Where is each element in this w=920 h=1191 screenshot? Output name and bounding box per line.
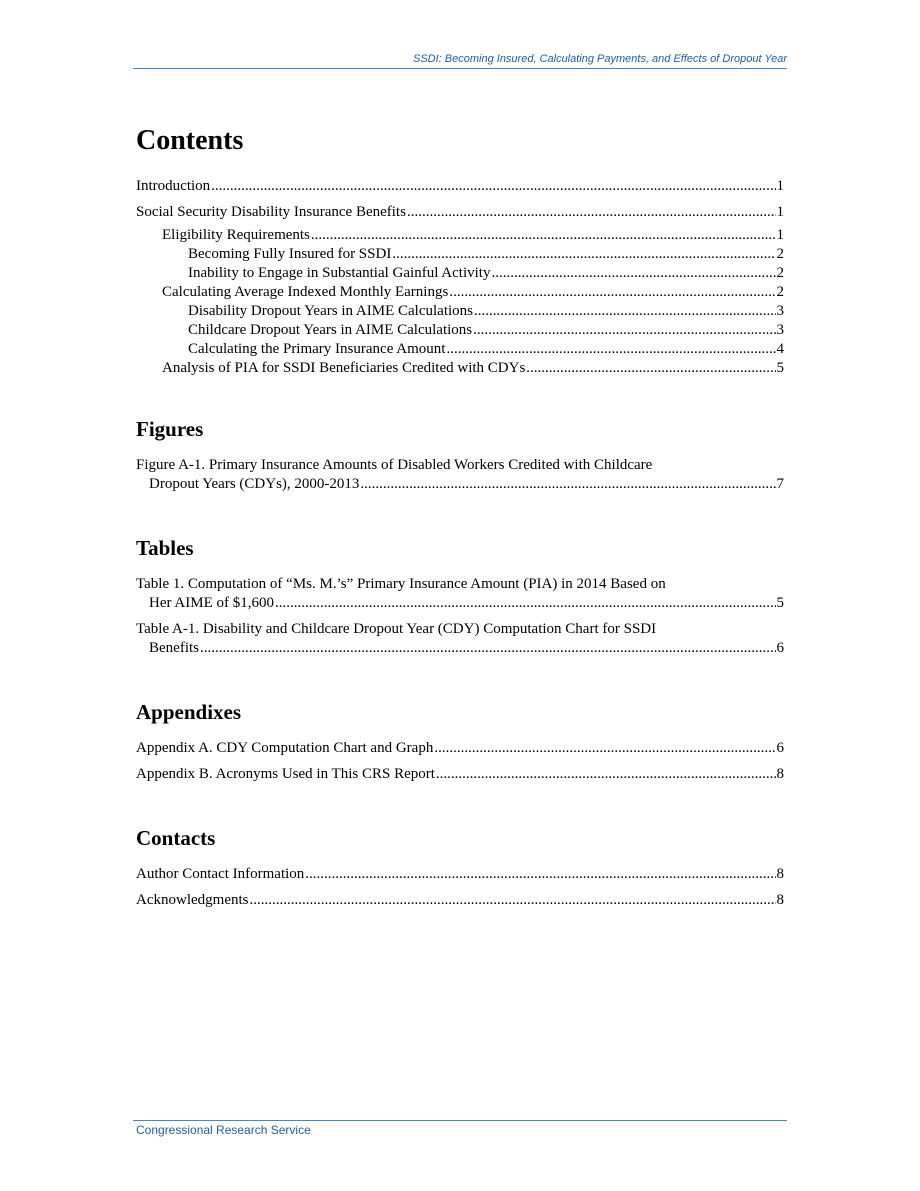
figures-heading: Figures xyxy=(136,417,204,441)
contact-page-number: 8 xyxy=(776,866,784,882)
dot-leader xyxy=(311,226,776,245)
contacts-heading: Contacts xyxy=(136,826,216,850)
toc-entry-analysis-of-pia[interactable] xyxy=(162,359,784,378)
table-entry-line1: Table 1. Computation of “Ms. M.’s” Primary Insurance Amount (PIA) in 2014 Based on xyxy=(136,576,666,592)
table-page-number: 5 xyxy=(776,595,784,611)
toc-page-number: 5 xyxy=(776,360,784,376)
dot-leader xyxy=(474,302,776,321)
figure-page-number: 7 xyxy=(776,476,784,492)
appendix-page-number: 6 xyxy=(776,740,784,756)
appendix-entry-a[interactable] xyxy=(136,739,784,758)
running-header: SSDI: Becoming Insured, Calculating Payments, and Effects of Dropout Year xyxy=(413,53,787,65)
toc-entry-introduction[interactable] xyxy=(136,177,784,196)
toc-entry-disability-dropout-years[interactable] xyxy=(188,302,784,321)
page-title: Contents xyxy=(136,125,244,156)
table-entry-line2: Her AIME of $1,600 xyxy=(149,595,274,611)
dot-leader xyxy=(360,475,775,494)
toc-entry-calculating-pia[interactable] xyxy=(188,340,784,359)
toc-entry-label: Eligibility Requirements xyxy=(162,227,310,243)
toc-page-number: 1 xyxy=(776,204,784,220)
dot-leader xyxy=(407,203,776,222)
toc-page-number: 3 xyxy=(776,303,784,319)
dot-leader xyxy=(434,739,775,758)
footer-rule xyxy=(133,1120,787,1121)
dot-leader xyxy=(449,283,775,302)
dot-leader xyxy=(305,865,775,884)
appendix-page-number: 8 xyxy=(776,766,784,782)
appendixes-heading: Appendixes xyxy=(136,700,242,724)
toc-entry-label: Inability to Engage in Substantial Gainful Activity xyxy=(188,265,491,281)
toc-entry-label: Introduction xyxy=(136,178,211,194)
dot-leader xyxy=(275,594,776,613)
toc-entry-label: Disability Dropout Years in AIME Calculations xyxy=(188,303,473,319)
toc-entry-label: Analysis of PIA for SSDI Beneficiaries Credited with CDYs xyxy=(162,360,526,376)
toc-entry-inability-to-engage[interactable] xyxy=(188,264,784,283)
toc-entry-label: Social Security Disability Insurance Benefits xyxy=(136,204,406,220)
toc-entry-childcare-dropout-years[interactable] xyxy=(188,321,784,340)
toc-page-number: 1 xyxy=(776,178,784,194)
toc-entry-label: Calculating Average Indexed Monthly Earnings xyxy=(162,284,449,300)
dot-leader xyxy=(446,340,775,359)
toc-entry-calculating-aime[interactable] xyxy=(162,283,784,302)
toc-page-number: 2 xyxy=(776,265,784,281)
tables-heading: Tables xyxy=(136,536,194,560)
dot-leader xyxy=(491,264,775,283)
dot-leader xyxy=(392,245,775,264)
header-rule xyxy=(133,68,787,69)
toc-entry-eligibility-requirements[interactable] xyxy=(162,226,784,245)
contact-entry-label: Acknowledgments xyxy=(136,892,249,908)
dot-leader xyxy=(211,177,775,196)
table-entry-line2-row xyxy=(136,594,784,613)
table-page-number: 6 xyxy=(776,640,784,656)
dot-leader xyxy=(436,765,776,784)
toc-entry-becoming-fully-insured[interactable] xyxy=(188,245,784,264)
toc-entry-ssdi-benefits[interactable] xyxy=(136,203,784,222)
table-entry-line2-row xyxy=(136,639,784,658)
toc-page-number: 4 xyxy=(776,341,784,357)
toc-page-number: 3 xyxy=(776,322,784,338)
table-entry-line1: Table A-1. Disability and Childcare Dropout Year (CDY) Computation Chart for SSDI xyxy=(136,621,657,637)
contact-entry-author[interactable] xyxy=(136,865,784,884)
table-entry-1[interactable] xyxy=(136,575,784,613)
figure-entry-line2-row xyxy=(136,475,784,494)
figure-entry-a1[interactable] xyxy=(136,456,784,494)
table-entry-a1[interactable] xyxy=(136,620,784,658)
contact-page-number: 8 xyxy=(776,892,784,908)
table-entry-line2: Benefits xyxy=(149,640,199,656)
appendix-entry-b[interactable] xyxy=(136,765,784,784)
dot-leader xyxy=(526,359,775,378)
appendix-entry-label: Appendix A. CDY Computation Chart and Graph xyxy=(136,740,434,756)
appendix-entry-label: Appendix B. Acronyms Used in This CRS Report xyxy=(136,766,435,782)
toc-entry-label: Childcare Dropout Years in AIME Calculations xyxy=(188,322,473,338)
contact-entry-acknowledgments[interactable] xyxy=(136,891,784,910)
toc-entry-label: Calculating the Primary Insurance Amount xyxy=(188,341,446,357)
dot-leader xyxy=(200,639,776,658)
figure-entry-line2: Dropout Years (CDYs), 2000-2013 xyxy=(149,476,360,492)
figure-entry-line1: Figure A-1. Primary Insurance Amounts of Disabled Workers Credited with Childcare xyxy=(136,457,653,473)
toc-page-number: 2 xyxy=(776,284,784,300)
dot-leader xyxy=(249,891,775,910)
contact-entry-label: Author Contact Information xyxy=(136,866,305,882)
toc-page-number: 2 xyxy=(776,246,784,262)
toc-page-number: 1 xyxy=(776,227,784,243)
toc-entry-label: Becoming Fully Insured for SSDI xyxy=(188,246,392,262)
running-footer: Congressional Research Service xyxy=(136,1123,311,1137)
dot-leader xyxy=(473,321,775,340)
